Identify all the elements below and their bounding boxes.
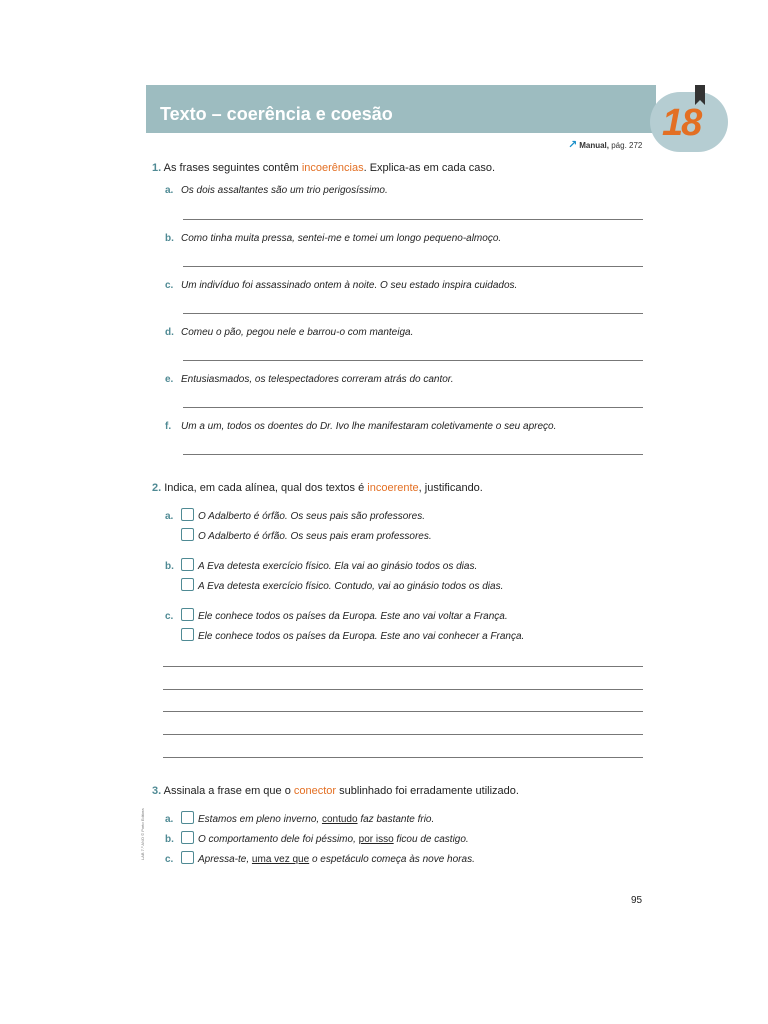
question-1	[152, 162, 495, 174]
underlined-connector: uma vez que	[251, 854, 310, 865]
q2-item-a-option-1	[165, 508, 425, 522]
option-text: Ele conhece todos os países da Europa. Este ano vai conhecer a França.	[198, 631, 525, 642]
answer-line[interactable]	[163, 711, 643, 712]
item-text: Entusiasmados, os telespectadores correram atrás do cantor.	[181, 374, 454, 385]
item-text: Como tinha muita pressa, sentei-me e tomei um longo pequeno-almoço.	[181, 233, 502, 244]
q2-item-c-option-1	[165, 608, 508, 622]
checkbox[interactable]	[181, 851, 194, 864]
checkbox[interactable]	[181, 811, 194, 824]
option-text: O Adalberto é órfão. Os seus pais são professores.	[198, 511, 425, 522]
underlined-connector: contudo	[321, 814, 358, 825]
sentence-start: O comportamento dele foi péssimo,	[198, 834, 359, 845]
answer-line[interactable]	[183, 313, 643, 314]
item-letter: a.	[165, 511, 174, 522]
item-letter: b.	[165, 561, 174, 572]
item-letter: c.	[165, 611, 174, 622]
sentence-start: Estamos em pleno inverno,	[198, 814, 322, 825]
q1-item-e	[165, 374, 454, 385]
checkbox[interactable]	[181, 578, 194, 591]
item-letter: e.	[165, 374, 174, 385]
option-text: A Eva detesta exercício físico. Ela vai ao ginásio todos os dias.	[198, 561, 478, 572]
arrow-icon: ↗	[568, 139, 578, 151]
chapter-badge-number: 18	[662, 102, 701, 144]
item-letter: c.	[165, 854, 174, 865]
answer-line[interactable]	[163, 689, 643, 690]
q2-item-c-option-2	[181, 628, 524, 642]
item-letter: f.	[165, 421, 172, 432]
item-letter: c.	[165, 280, 174, 291]
answer-line[interactable]	[163, 734, 643, 735]
manual-label: Manual,	[579, 141, 609, 150]
manual-page: pág. 272	[611, 141, 643, 150]
answer-line[interactable]	[183, 454, 643, 455]
q1-item-d	[165, 327, 413, 338]
manual-reference[interactable]	[568, 138, 642, 151]
item-letter: a.	[165, 185, 174, 196]
sentence-end: o espetáculo começa às nove horas.	[309, 854, 475, 865]
question-text-end: , justificando.	[418, 482, 483, 494]
q2-item-b-option-1	[165, 558, 477, 572]
option-text: A Eva detesta exercício físico. Contudo, vai ao ginásio todos os dias.	[198, 581, 504, 592]
answer-line[interactable]	[163, 666, 643, 667]
checkbox[interactable]	[181, 508, 194, 521]
question-number: 1.	[152, 162, 162, 174]
question-number: 2.	[152, 482, 162, 494]
q1-item-c	[165, 280, 517, 291]
answer-line[interactable]	[163, 757, 643, 758]
underlined-connector: por isso	[358, 834, 394, 845]
item-letter: d.	[165, 327, 174, 338]
answer-line[interactable]	[183, 407, 643, 408]
answer-line[interactable]	[183, 360, 643, 361]
option-text: Ele conhece todos os países da Europa. Este ano vai voltar a França.	[198, 611, 508, 622]
question-text-start: Assinala a frase em que o	[163, 785, 294, 797]
answer-line[interactable]	[183, 266, 643, 267]
item-letter: b.	[165, 834, 174, 845]
q2-item-a-option-2	[181, 528, 432, 542]
question-3	[152, 785, 519, 797]
item-text: Comeu o pão, pegou nele e barrou-o com manteiga.	[181, 327, 414, 338]
item-letter: a.	[165, 814, 174, 825]
side-credit: LAB 7.º ANO © Porto Editora	[140, 808, 145, 860]
q2-item-b-option-2	[181, 578, 503, 592]
q1-item-a	[165, 185, 388, 196]
sentence-end: ficou de castigo.	[393, 834, 469, 845]
item-text: Os dois assaltantes são um trio perigosíssimo.	[181, 185, 388, 196]
checkbox[interactable]	[181, 831, 194, 844]
answer-line[interactable]	[183, 219, 643, 220]
checkbox[interactable]	[181, 528, 194, 541]
question-number: 3.	[152, 785, 162, 797]
item-text: Um a um, todos os doentes do Dr. Ivo lhe manifestaram coletivamente o seu apreço.	[181, 421, 557, 432]
q1-item-b	[165, 233, 501, 244]
question-text-end: sublinhado foi erradamente utilizado.	[336, 785, 519, 797]
page-title: Texto – coerência e coesão	[160, 104, 393, 124]
sentence-start: Apressa-te,	[198, 854, 252, 865]
question-highlight: incoerências	[301, 162, 364, 174]
option-text: O Adalberto é órfão. Os seus pais eram professores.	[198, 531, 432, 542]
question-text-end: . Explica-as em cada caso.	[363, 162, 496, 174]
q3-item-c	[165, 851, 475, 865]
page-number: 95	[631, 895, 643, 906]
question-highlight: conector	[293, 785, 337, 797]
checkbox[interactable]	[181, 558, 194, 571]
question-highlight: incoerente	[367, 482, 419, 494]
q3-item-a	[165, 811, 434, 825]
checkbox[interactable]	[181, 628, 194, 641]
sentence-end: faz bastante frio.	[357, 814, 435, 825]
item-text: Um indivíduo foi assassinado ontem à noite. O seu estado inspira cuidados.	[181, 280, 518, 291]
q3-item-b	[165, 831, 469, 845]
question-text-start: As frases seguintes contêm	[163, 162, 302, 174]
checkbox[interactable]	[181, 608, 194, 621]
item-letter: b.	[165, 233, 174, 244]
q1-item-f	[165, 421, 556, 432]
question-2	[152, 482, 483, 494]
question-text-start: Indica, em cada alínea, qual dos textos é	[164, 482, 368, 494]
